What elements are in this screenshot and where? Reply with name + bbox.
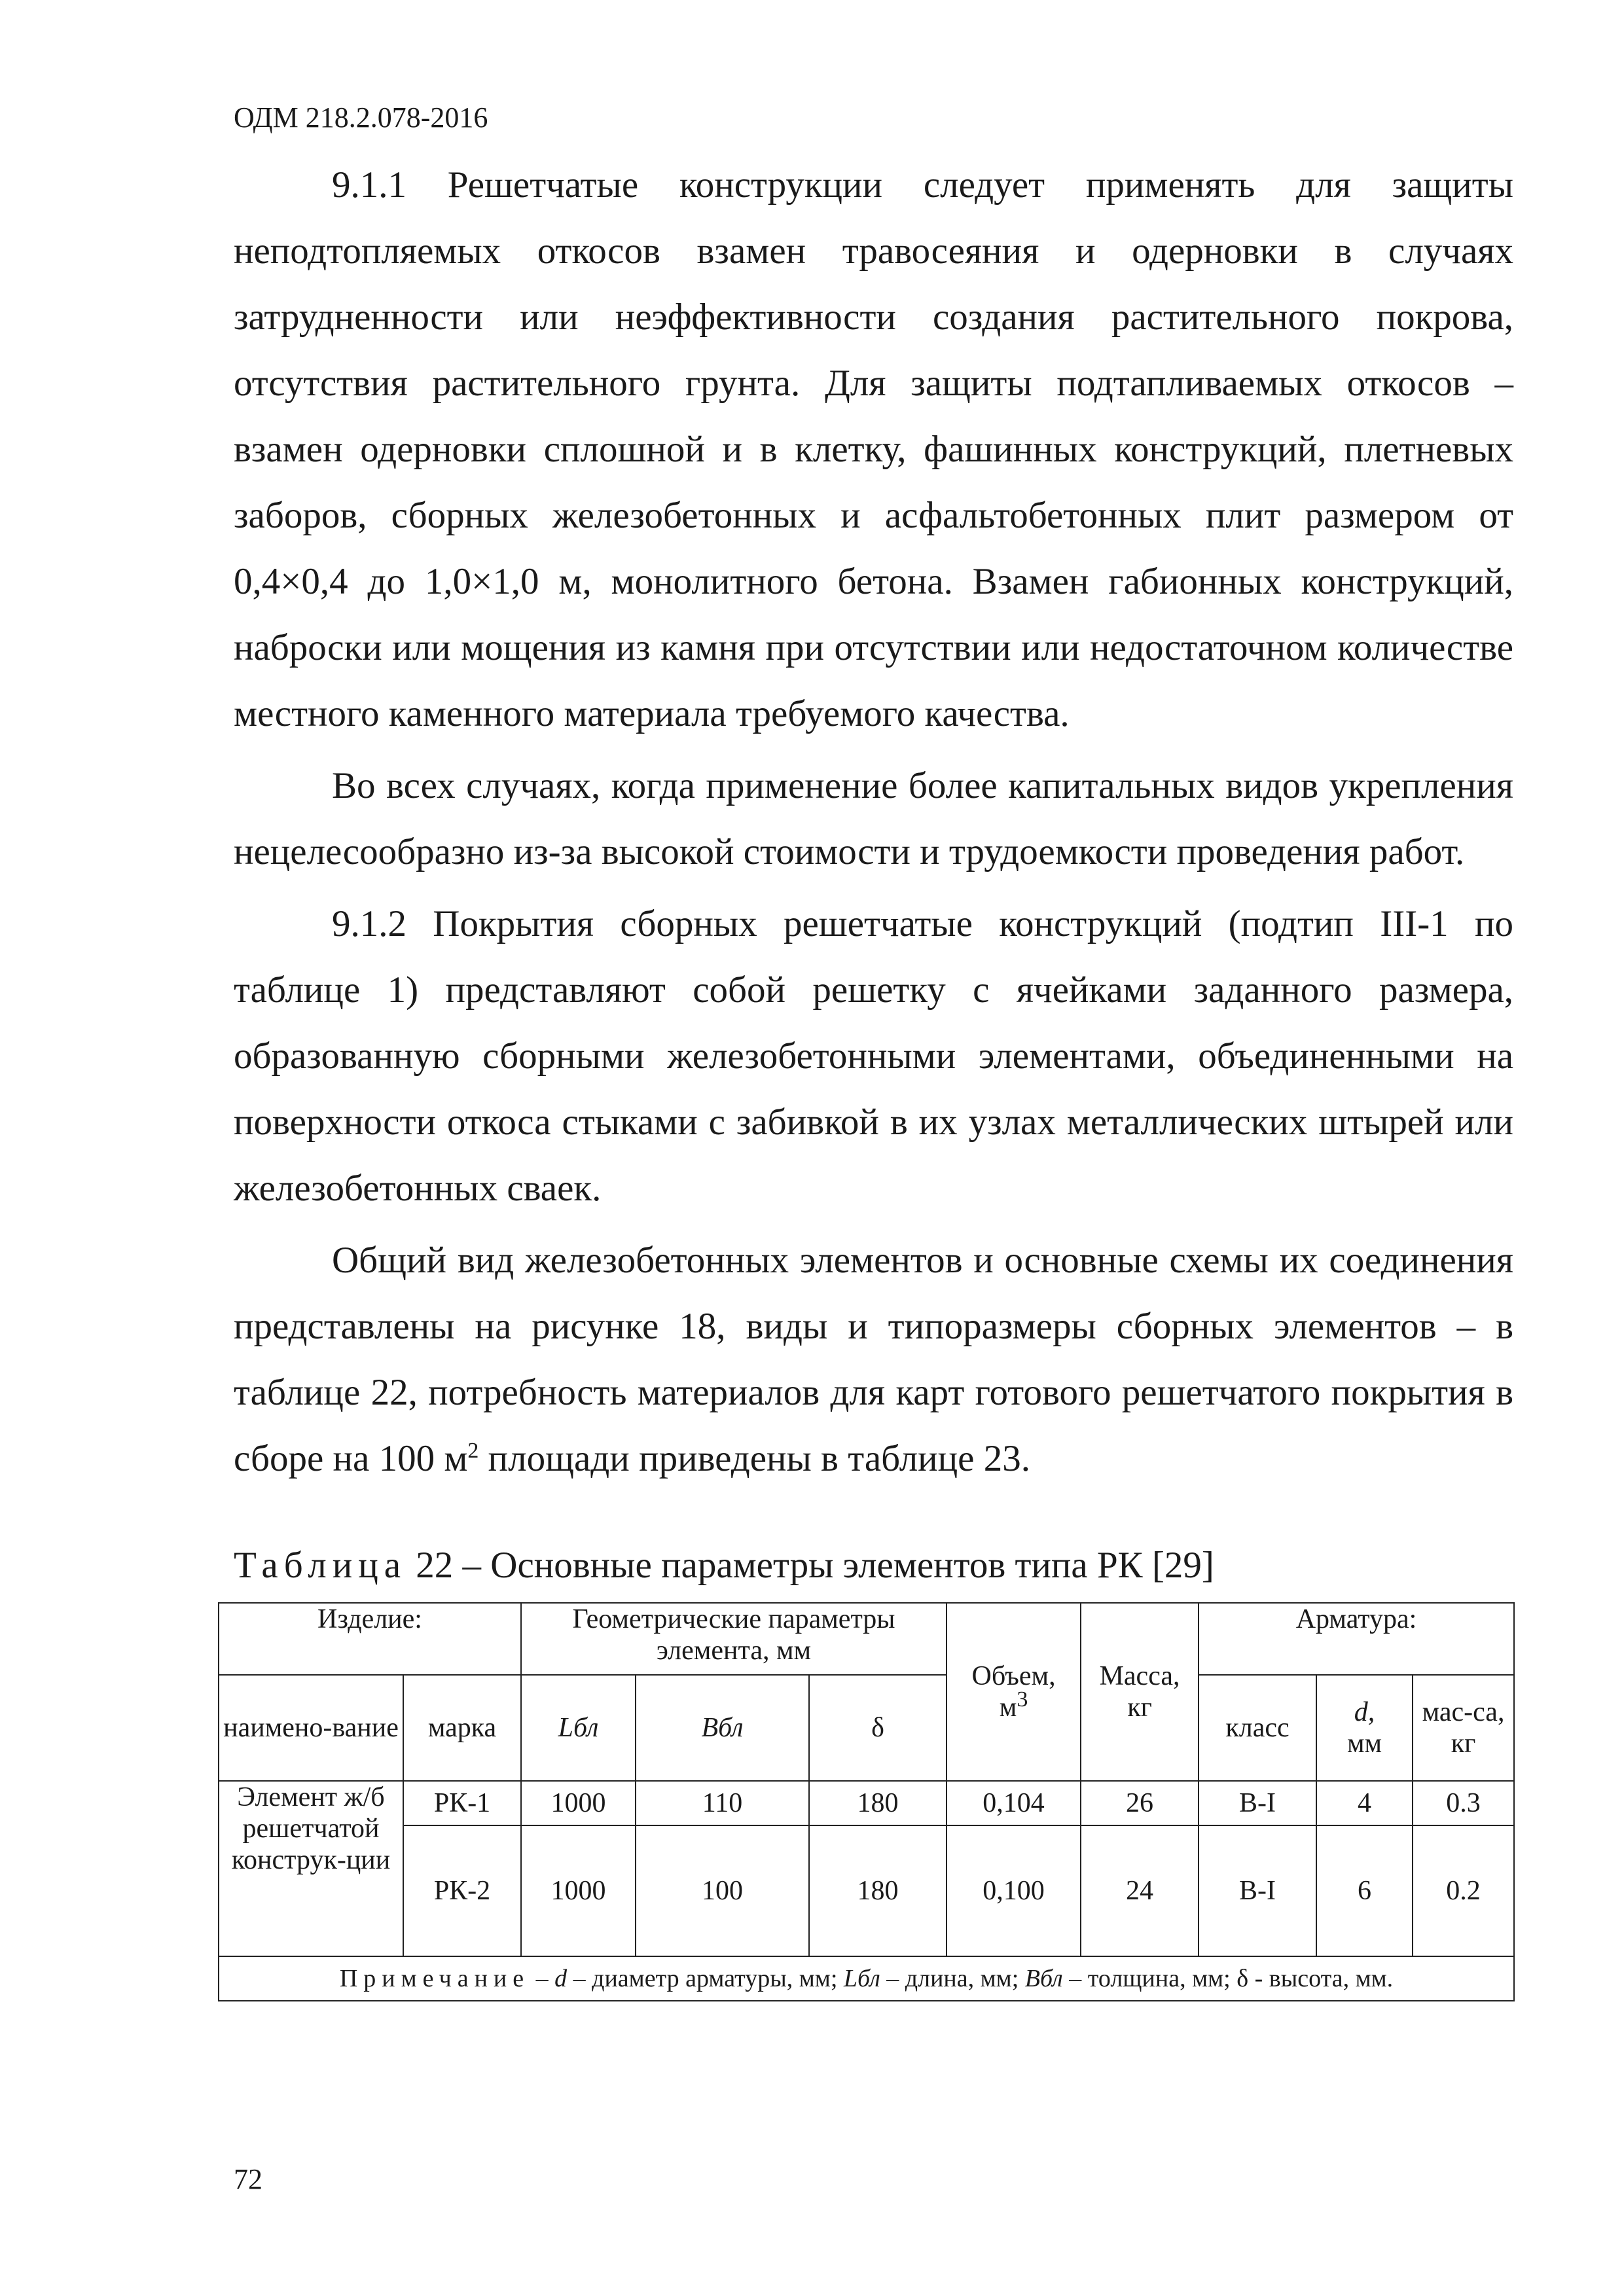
header-volume-unit-sup: 3 (1017, 1687, 1028, 1712)
note-d-text: – диаметр арматуры, мм; (567, 1965, 844, 1992)
document-code: ОДМ 218.2.078-2016 (234, 101, 488, 134)
paragraph-general-view-end: площади приведены в таблице 23. (478, 1438, 1030, 1479)
cell-height: 180 (809, 1825, 947, 1956)
header-diameter-unit: мм (1346, 1729, 1382, 1759)
note-l-symbol: Lбл (843, 1965, 880, 1992)
header-name: наимено-вание (219, 1675, 403, 1781)
header-brand: марка (403, 1675, 521, 1781)
paragraph-9-1-1: 9.1.1 Решетчатые конструкции следует применять для защиты неподтопляемых откосов взамен травосеяния и одерновки в случаях затрудненности или неэффективности создания растительного покрова, отсутствия растительного грунта. Для защиты подтапливаемых откосов – взамен одерновки сплошной и в клетку, фашинных конструкций, плетневых заборов, сборных железобетонных и асфальтобетонных плит размером от 0,4×0,4 до 1,0×1,0 м, монолитного бетона. Взамен габионных конструкций, наброски или мощения из камня при отсутствии или недостаточном количестве местного каменного материала требуемого качества. (234, 164, 1513, 734)
header-volume-label: Объем, (971, 1661, 1056, 1691)
cell-brand: РК-1 (403, 1781, 521, 1825)
page-number: 72 (234, 2163, 262, 2195)
header-reinforcement-class: класс (1199, 1675, 1316, 1781)
cell-mass: 24 (1081, 1825, 1199, 1956)
cell-volume: 0,104 (947, 1781, 1081, 1825)
table-note-row (219, 1956, 1514, 2001)
cell-diameter: 4 (1316, 1781, 1413, 1825)
header-mass: Масса, кг (1081, 1603, 1199, 1781)
note-b-text: – толщина, мм; δ - высота, мм. (1062, 1965, 1394, 1992)
note-label: Примечание (339, 1965, 530, 1992)
header-volume (947, 1603, 1081, 1781)
cell-length: 1000 (521, 1825, 636, 1956)
cell-volume: 0,100 (947, 1825, 1081, 1956)
table-row (219, 1825, 1514, 1956)
cell-width: 110 (636, 1781, 809, 1825)
header-diameter-symbol: d, (1354, 1697, 1375, 1727)
note-dash: – (530, 1965, 555, 1992)
cell-height: 180 (809, 1781, 947, 1825)
table-row (219, 1781, 1514, 1825)
header-geometry: Геометрические параметры элемента, мм (521, 1603, 947, 1675)
element-name-cell: Элемент ж/б решетчатой конструк-ции (219, 1781, 403, 1956)
square-superscript: 2 (467, 1439, 479, 1463)
cell-reinforcement-class: В-I (1199, 1781, 1316, 1825)
note-d-symbol: d (554, 1965, 568, 1992)
table-note (219, 1956, 1514, 2001)
note-b-symbol: Bбл (1024, 1965, 1063, 1992)
note-l-text: – длина, мм; (880, 1965, 1025, 1992)
cell-reinforcement-mass: 0.2 (1413, 1825, 1514, 1956)
header-height: δ (809, 1675, 947, 1781)
cell-width: 100 (636, 1825, 809, 1956)
parameters-table (218, 1602, 1515, 2001)
paragraph-general-view (234, 1227, 1513, 1492)
header-width: Bбл (636, 1675, 809, 1781)
paragraph-9-1-2: 9.1.2 Покрытия сборных решетчатые конструкций (подтип III-1 по таблице 1) представляют собой решетку с ячейками заданного размера, образованную сборными железобетонными элементами, объединенными на поверхности откоса стыками с забивкой в их узлах металлических штырей или железобетонных сваек. (234, 903, 1513, 1209)
body-text (234, 152, 1513, 1492)
header-volume-unit: м (999, 1693, 1017, 1723)
cell-reinforcement-class: В-I (1199, 1825, 1316, 1956)
header-diameter (1316, 1675, 1413, 1781)
paragraph-all-cases: Во всех случаях, когда применение более капитальных видов укрепления нецелесообразно из-за высокой стоимости и трудоемкости проведения работ. (234, 765, 1513, 872)
table-caption-text: 22 – Основные параметры элементов типа РК [29] (406, 1545, 1214, 1586)
table-caption-label: Таблица (234, 1545, 407, 1586)
table-caption (234, 1539, 1214, 1592)
table-header-row-1 (219, 1603, 1514, 1675)
header-reinforcement: Арматура: (1199, 1603, 1514, 1675)
table-header-row-2 (219, 1675, 1514, 1781)
cell-reinforcement-mass: 0.3 (1413, 1781, 1514, 1825)
cell-mass: 26 (1081, 1781, 1199, 1825)
header-length: Lбл (521, 1675, 636, 1781)
cell-diameter: 6 (1316, 1825, 1413, 1956)
paragraph-general-view-text: Общий вид железобетонных элементов и основные схемы их соединения представлены на рисунке 18, виды и типоразмеры сборных элементов – в таблице 22, потребность материалов для карт готового решетчатого покрытия в сборе на 100 м (234, 1240, 1513, 1479)
header-product: Изделие: (219, 1603, 521, 1675)
header-reinforcement-mass: мас-са, кг (1413, 1675, 1514, 1781)
cell-brand: РК-2 (403, 1825, 521, 1956)
cell-length: 1000 (521, 1781, 636, 1825)
